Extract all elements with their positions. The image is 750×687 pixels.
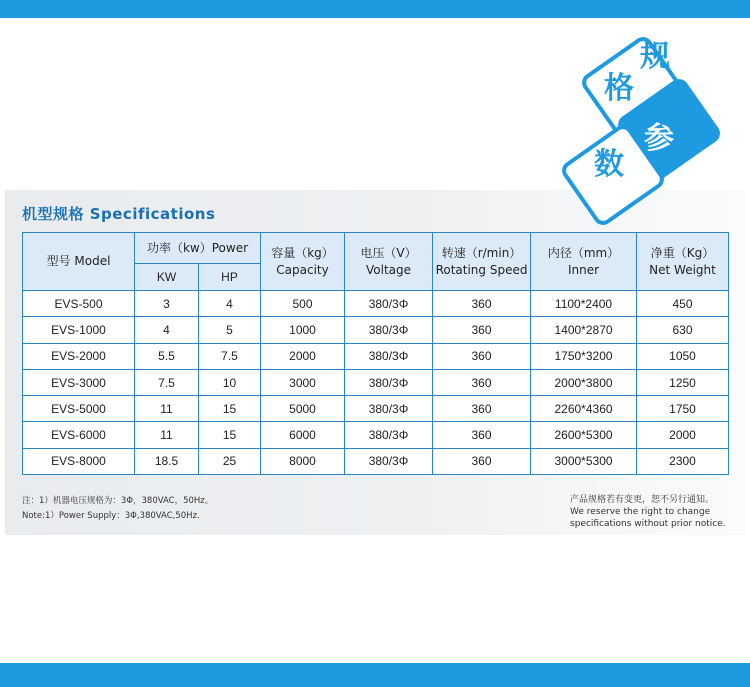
cell-hp: 15: [199, 396, 261, 422]
cell-speed: 360: [433, 317, 531, 343]
top-accent-bar: [0, 0, 750, 18]
cell-hp: 4: [199, 291, 261, 317]
footnotes: [22, 494, 213, 524]
cell-weight: 2300: [637, 448, 729, 474]
header-inner-en: Inner: [567, 262, 600, 277]
header-weight: [637, 233, 729, 291]
change-notice-cn: 产品规格若有变更，恕不另行通知。: [570, 495, 715, 505]
header-inner: [531, 233, 637, 291]
cell-weight: 2000: [637, 422, 729, 448]
header-inner-cn: 内径（mm）: [547, 245, 620, 260]
cell-speed: 360: [433, 396, 531, 422]
cell-weight: 1050: [637, 343, 729, 369]
header-capacity: [261, 233, 345, 291]
badge-char-2: 格: [604, 71, 634, 106]
table-row: [23, 396, 729, 422]
cell-speed: 360: [433, 369, 531, 395]
cell-hp: 7.5: [199, 343, 261, 369]
header-voltage-en: Voltage: [366, 262, 412, 277]
header-speed-en: Rotating Speed: [435, 262, 528, 277]
cell-voltage: 380/3Φ: [345, 396, 433, 422]
cell-hp: 10: [199, 369, 261, 395]
cell-model: EVS-3000: [23, 369, 135, 395]
change-notice: [570, 494, 726, 530]
header-hp: HP: [199, 264, 261, 291]
cell-inner: 2260*4360: [531, 396, 637, 422]
cell-voltage: 380/3Φ: [345, 343, 433, 369]
cell-voltage: 380/3Φ: [345, 369, 433, 395]
cell-speed: 360: [433, 291, 531, 317]
header-speed: [433, 233, 531, 291]
cell-capacity: 2000: [261, 343, 345, 369]
cell-capacity: 1000: [261, 317, 345, 343]
cell-weight: 630: [637, 317, 729, 343]
table-header-row: [23, 233, 729, 264]
cell-speed: 360: [433, 448, 531, 474]
cell-voltage: 380/3Φ: [345, 317, 433, 343]
cell-speed: 360: [433, 422, 531, 448]
cell-capacity: 8000: [261, 448, 345, 474]
header-capacity-cn: 容量（kg）: [271, 245, 334, 260]
badge-char-1: 规: [640, 39, 670, 74]
cell-inner: 1100*2400: [531, 291, 637, 317]
header-voltage-cn: 电压（V）: [360, 245, 417, 260]
cell-speed: 360: [433, 343, 531, 369]
cell-voltage: 380/3Φ: [345, 422, 433, 448]
change-notice-en-1: We reserve the right to change: [570, 507, 711, 517]
cell-kw: 11: [135, 422, 199, 448]
header-weight-en: Net Weight: [649, 262, 716, 277]
cell-capacity: 3000: [261, 369, 345, 395]
header-speed-cn: 转速（r/min）: [441, 245, 522, 260]
cell-kw: 7.5: [135, 369, 199, 395]
cell-capacity: 500: [261, 291, 345, 317]
table-row: [23, 291, 729, 317]
header-voltage: [345, 233, 433, 291]
cell-model: EVS-2000: [23, 343, 135, 369]
cell-inner: 1750*3200: [531, 343, 637, 369]
table-row: [23, 317, 729, 343]
cell-model: EVS-1000: [23, 317, 135, 343]
cell-model: EVS-6000: [23, 422, 135, 448]
header-model: 型号 Model: [23, 233, 135, 291]
cell-model: EVS-500: [23, 291, 135, 317]
table-row: [23, 422, 729, 448]
footnote-en: Note:1）Power Supply：3Φ,380VAC,50Hz.: [22, 511, 200, 521]
table-row: [23, 448, 729, 474]
cell-weight: 1250: [637, 369, 729, 395]
cell-kw: 3: [135, 291, 199, 317]
cell-inner: 2000*3800: [531, 369, 637, 395]
table-row: [23, 369, 729, 395]
header-weight-cn: 净重（Kg）: [650, 245, 715, 260]
footnote-cn: 注：1）机器电压规格为：3Φ，380VAC，50Hz。: [22, 496, 214, 506]
cell-kw: 5.5: [135, 343, 199, 369]
cell-weight: 1750: [637, 396, 729, 422]
cell-kw: 4: [135, 317, 199, 343]
spec-params-badge: [560, 20, 700, 220]
badge-char-3: 参: [644, 121, 674, 156]
cell-weight: 450: [637, 291, 729, 317]
specifications-table: [22, 232, 729, 475]
cell-capacity: 6000: [261, 422, 345, 448]
header-power: 功率（kw）Power: [135, 233, 261, 264]
header-kw: KW: [135, 264, 199, 291]
table-row: [23, 343, 729, 369]
section-title: 机型规格 Specifications: [22, 205, 216, 223]
bottom-accent-bar: [0, 663, 750, 687]
cell-kw: 11: [135, 396, 199, 422]
cell-hp: 25: [199, 448, 261, 474]
cell-model: EVS-5000: [23, 396, 135, 422]
cell-hp: 5: [199, 317, 261, 343]
cell-inner: 1400*2870: [531, 317, 637, 343]
cell-voltage: 380/3Φ: [345, 291, 433, 317]
change-notice-en-2: specifications without prior notice.: [570, 519, 726, 529]
cell-capacity: 5000: [261, 396, 345, 422]
badge-char-4: 数: [594, 147, 624, 182]
cell-inner: 2600*5300: [531, 422, 637, 448]
cell-voltage: 380/3Φ: [345, 448, 433, 474]
cell-kw: 18.5: [135, 448, 199, 474]
cell-inner: 3000*5300: [531, 448, 637, 474]
cell-hp: 15: [199, 422, 261, 448]
header-capacity-en: Capacity: [276, 262, 329, 277]
cell-model: EVS-8000: [23, 448, 135, 474]
